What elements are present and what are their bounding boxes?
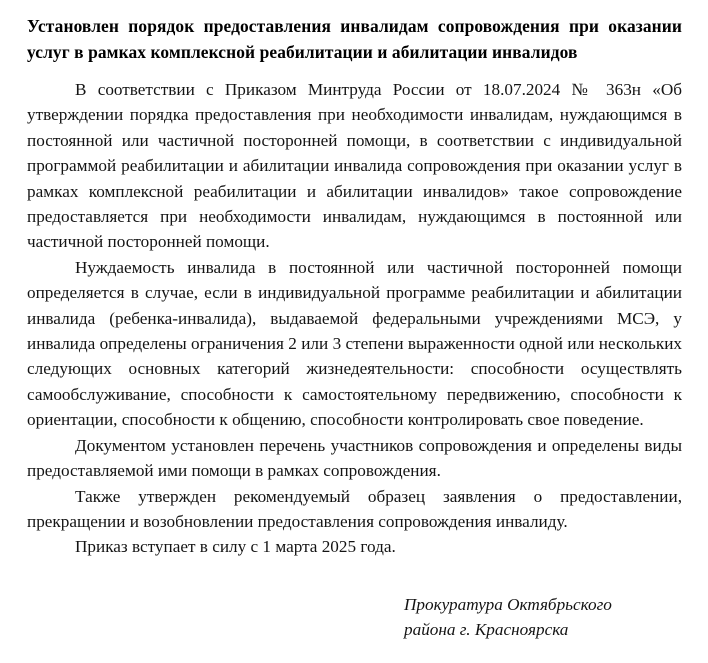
signature-organization-line-2: района г. Красноярска — [404, 620, 569, 640]
body-paragraph-4: Также утвержден рекомендуемый образец заявления о предоставлении, прекращении и возобновлении предоставления сопровождения инвалиду. — [27, 486, 682, 531]
paragraph-list — [27, 77, 682, 560]
body-paragraph-5: Приказ вступает в силу с 1 марта 2025 года. — [75, 537, 396, 557]
signature-block — [404, 592, 694, 643]
document-body — [27, 14, 682, 560]
body-paragraph-2: Нуждаемость инвалида в постоянной или частичной посторонней помощи определяется в случае, если в индивидуальной программе реабилитации и абилитации инвалида (ребенка-инвалида), выдаваемой федеральными учреждениями МСЭ, у инвалида определены ограничения 2 или 3 степени выраженности одной или нескольких следующих основных категорий жизнедеятельности: способности осуществлять самообслуживание, способности к самостоятельному передвижению, способности к ориентации, способности к общению, способности контролировать свое поведение. — [27, 257, 682, 430]
body-paragraph-1: В соответствии с Приказом Минтруда России от 18.07.2024 № 363н «Об утверждении порядка предоставления при необходимости инвалидам, нуждающимся в постоянной или частичной посторонней помощи, в соответствии с индивидуальной программой реабилитации и абилитации инвалида сопровождения при оказании услуг в рамках комплексной реабилитации и абилитации инвалидов» такое сопровождение предоставляется при необходимости инвалидам, нуждающимся в постоянной или частичной посторонней помощи. — [27, 80, 682, 252]
signature-organization-line-1: Прокуратура Октябрьского — [404, 595, 612, 614]
page-title: Установлен порядок предоставления инвалидам сопровождения при оказании услуг в рамках комплексной реабилитации и абилитации инвалидов — [27, 16, 682, 62]
body-paragraph-3: Документом установлен перечень участников сопровождения и определены виды предоставляемой ими помощи в рамках сопровождения. — [27, 435, 682, 481]
